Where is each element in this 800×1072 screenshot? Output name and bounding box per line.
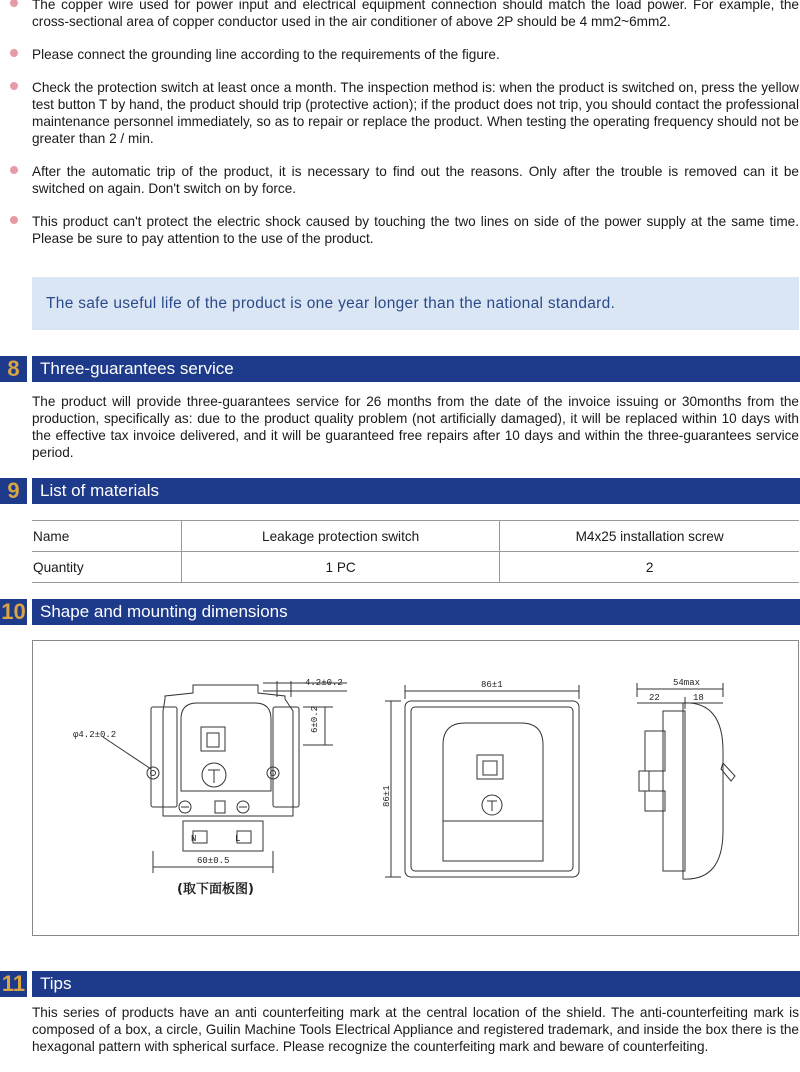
list-item — [0, 46, 800, 63]
section-header-9 — [0, 478, 800, 504]
section-header-11 — [0, 971, 800, 997]
list-item — [0, 79, 800, 147]
service-life-note: The safe useful life of the product is one year longer than the national standard. — [32, 277, 799, 330]
table-cell: Name — [32, 521, 182, 552]
bullet-text: After the automatic trip of the product, it is necessary to find out the reasons. Only after the trouble is removed can it be switched on again. Don't switch on by force. — [32, 164, 799, 196]
bullet-text: The copper wire used for power input and electrical equipment connection should match the load power. For example, the cross-sectional area of copper conductor used in the air conditioner of above 2P should be 4 mm2~6mm2. — [32, 0, 799, 29]
table-cell: Leakage protection switch — [182, 521, 500, 552]
section-title: List of materials — [32, 478, 800, 504]
bullet-text: Check the protection switch at least once a month. The inspection method is: when the product is switched on, press the yellow test button T by hand, the product should trip (protective action); if the product does not trip, you should contact the professional maintenance personnel immediately, so as to repair or replace the product. When testing the operating frequency should not be greater than 2 / min. — [32, 80, 799, 146]
bullet-icon — [10, 49, 18, 57]
bullet-text: Please connect the grounding line according to the requirements of the figure. — [32, 47, 500, 62]
section-title: Tips — [32, 971, 800, 997]
section-number: 10 — [1, 599, 26, 624]
dim-top-label: 4.2±0.2 — [305, 678, 343, 688]
terminal-n-label: N — [191, 834, 197, 844]
tips-paragraph: This series of products have an anti counterfeiting mark at the central location of the shield. The anti-counterfeiting mark is composed of a box, a circle, Guilin Machine Tools Electrical Appliance and registered trademark, and inside the box there is the hexagonal pattern with spherical surface. Please recognize the counterfeiting mark and beware of counterfeiting. — [32, 1005, 799, 1054]
dim-front-height-label: 86±1 — [382, 785, 392, 807]
section-number: 11 — [1, 971, 26, 996]
section-number: 9 — [0, 478, 27, 504]
section-header-10 — [0, 599, 800, 625]
dim-b-label: 18 — [693, 693, 704, 703]
list-item — [0, 163, 800, 197]
table-row — [32, 521, 799, 552]
technical-drawing — [33, 641, 800, 937]
section-number: 8 — [0, 356, 27, 382]
dim-side-label: 6±0.2 — [310, 705, 320, 733]
list-item — [0, 0, 800, 30]
bullet-icon — [10, 216, 18, 224]
side-view — [637, 683, 735, 879]
section-header-8 — [0, 356, 800, 382]
terminal-l-label: L — [235, 834, 241, 844]
bullet-text: This product can't protect the electric shock caused by touching the two lines on side of the power supply at the same time. Please be sure to pay attention to the use of the product. — [32, 214, 799, 246]
dim-hole-label: φ4.2±0.2 — [73, 730, 117, 740]
guarantee-paragraph: The product will provide three-guarantees service for 26 months from the date of the invoice issuing or 30months from the production, specifically as: due to the product quality problem (not artificially damaged), it will be replaced within 10 days with the effective tax invoice delivered, and it will be guaranteed free repairs after 10 days and within the three-guarantees service period. — [32, 394, 799, 460]
bullet-icon — [10, 82, 18, 90]
front-view — [385, 685, 579, 877]
precautions-list — [0, 0, 800, 263]
section-title: Shape and mounting dimensions — [32, 599, 800, 625]
dim-depth-label: 54max — [673, 678, 701, 688]
materials-table — [32, 520, 799, 583]
list-item — [0, 213, 800, 247]
table-cell: Quantity — [32, 552, 182, 583]
table-cell: M4x25 installation screw — [500, 521, 799, 552]
bullet-icon — [10, 166, 18, 174]
table-cell: 2 — [500, 552, 799, 583]
dim-width-label: 60±0.5 — [197, 856, 230, 866]
section-title: Three-guarantees service — [32, 356, 800, 382]
drawing-caption: (取下面板图) — [177, 882, 254, 897]
mounting-drawing — [32, 640, 799, 936]
table-cell: 1 PC — [182, 552, 500, 583]
table-row — [32, 552, 799, 583]
dim-front-width-label: 86±1 — [481, 680, 503, 690]
bullet-icon — [10, 0, 18, 7]
dim-a-label: 22 — [649, 693, 660, 703]
